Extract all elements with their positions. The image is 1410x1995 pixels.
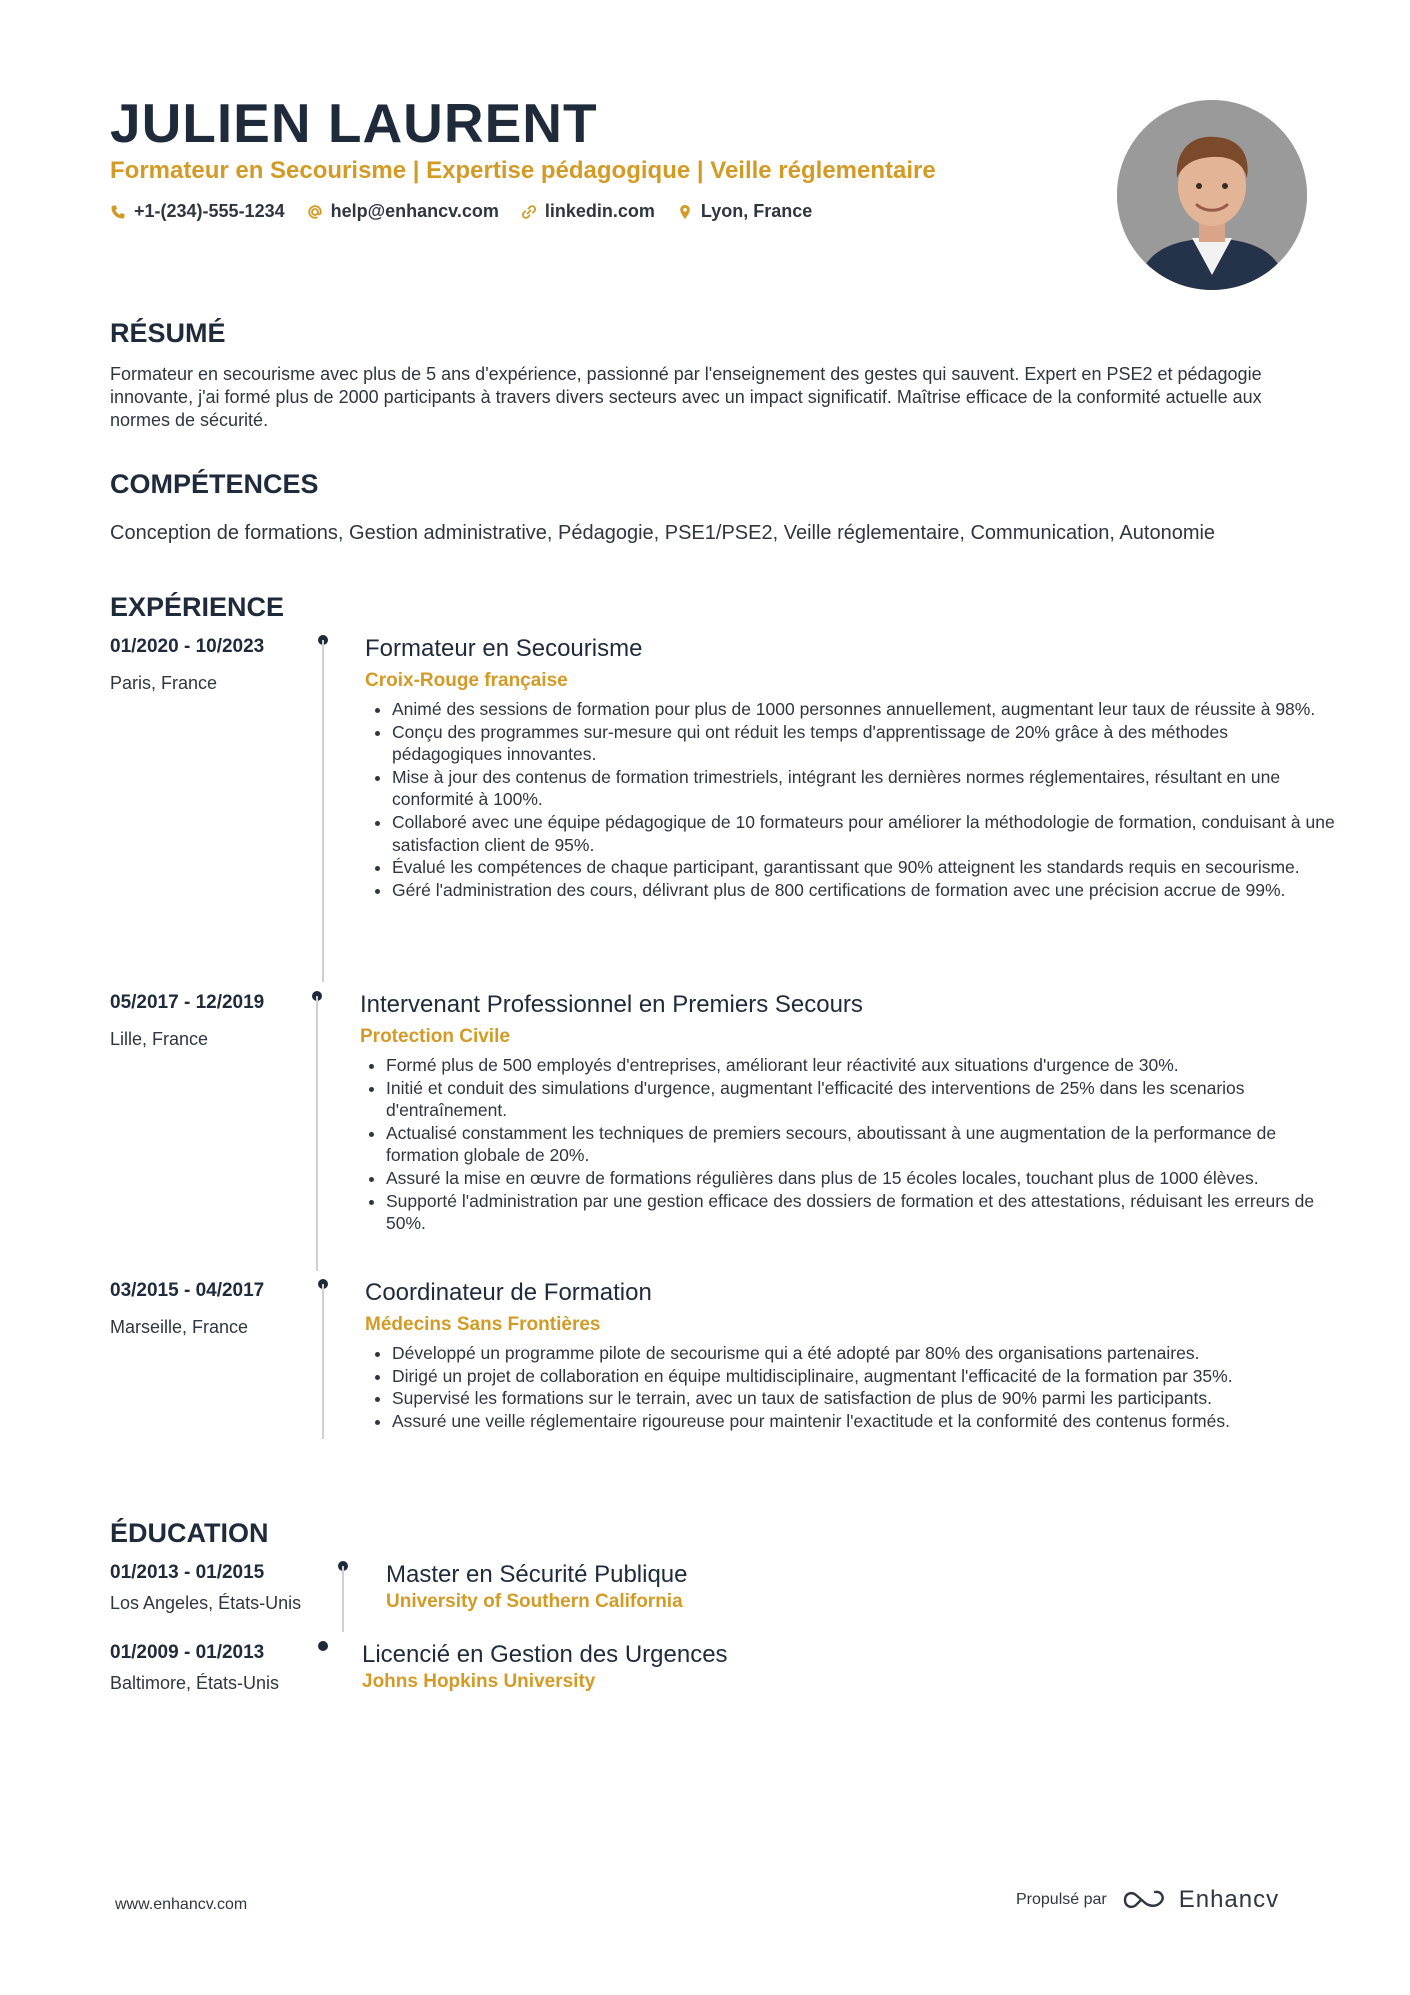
education-degree: Master en Sécurité Publique bbox=[386, 1561, 688, 1588]
contact-location-text: Lyon, France bbox=[700, 201, 813, 221]
skills-text: Conception de formations, Gestion administrative, Pédagogie, PSE1/PSE2, Veille réglementaire, Communication, Autonomie bbox=[110, 522, 1216, 544]
bullet-item: • Actualisé constamment les techniques de premiers secours, aboutissant à une augmentation de la performance de formation globale de 20%. bbox=[386, 1122, 1341, 1167]
timeline-line bbox=[322, 1284, 324, 1439]
brand-name: Enhancv bbox=[1178, 1886, 1280, 1913]
bullet-item: • Collaboré avec une équipe pédagogique de 10 formateurs pour améliorer la méthodologie de formation, conduisant à une satisfaction client de 95%. bbox=[392, 811, 1342, 856]
bullet-item: • Assuré la mise en œuvre de formations régulières dans plus de 15 écoles locales, touchant plus de 1000 élèves. bbox=[386, 1167, 1341, 1190]
contact-email-text: help@enhancv.com bbox=[330, 201, 499, 221]
timeline-line bbox=[322, 640, 324, 982]
experience-role: Formateur en Secourisme bbox=[365, 635, 643, 662]
bullet-item: • Initié et conduit des simulations d'urgence, augmentant l'efficacité des interventions de 25% dans les scenarios d'entraînement. bbox=[386, 1077, 1341, 1122]
education-location: Los Angeles, États-Unis bbox=[110, 1593, 302, 1613]
bullet-item: • Assuré une veille réglementaire rigoureuse pour maintenir l'exactitude et la conformité des contenus formés. bbox=[392, 1410, 1342, 1433]
timeline-line bbox=[316, 996, 318, 1271]
experience-location: Paris, France bbox=[110, 673, 218, 693]
education-dates: 01/2009 - 01/2013 bbox=[110, 1642, 265, 1663]
experience-role: Coordinateur de Formation bbox=[365, 1279, 652, 1306]
bullet-item: • Dirigé un projet de collaboration en équipe multidisciplinaire, augmentant l'efficacité de la formation par 35%. bbox=[392, 1365, 1342, 1388]
timeline-line bbox=[342, 1566, 344, 1632]
contact-linkedin-text: linkedin.com bbox=[544, 201, 655, 221]
enhancv-logo-icon bbox=[1121, 1888, 1167, 1912]
at-icon bbox=[307, 204, 323, 220]
education-degree: Licencié en Gestion des Urgences bbox=[362, 1641, 728, 1668]
footer-branding[interactable] bbox=[1016, 1886, 1279, 1914]
experience-company: Croix-Rouge française bbox=[365, 670, 568, 691]
headline: Formateur en Secourisme | Expertise pédagogique | Veille réglementaire bbox=[110, 157, 936, 184]
experience-company: Protection Civile bbox=[360, 1026, 510, 1047]
enhancv-logo bbox=[1121, 1886, 1279, 1914]
experience-dates: 01/2020 - 10/2023 bbox=[110, 636, 265, 657]
powered-by-text: Propulsé par bbox=[1016, 1891, 1107, 1908]
bullet-item: • Mise à jour des contenus de formation trimestriels, intégrant les dernières normes réglementaires, résultant en une conformité à 100%. bbox=[392, 766, 1342, 811]
contact-location bbox=[677, 201, 812, 222]
contact-phone-text: +1-(234)-555-1234 bbox=[134, 201, 285, 221]
timeline-dot bbox=[318, 1641, 328, 1651]
candidate-name: JULIEN LAURENT bbox=[110, 92, 598, 154]
education-school: University of Southern California bbox=[386, 1591, 683, 1612]
experience-bullets bbox=[366, 1342, 1342, 1432]
bullet-item: • Géré l'administration des cours, délivrant plus de 800 certifications de formation avec une précision accrue de 99%. bbox=[392, 879, 1342, 902]
education-school: Johns Hopkins University bbox=[362, 1671, 596, 1692]
bullet-item: • Supervisé les formations sur le terrain, avec un taux de satisfaction de plus de 90% parmi les participants. bbox=[392, 1387, 1342, 1410]
experience-location: Marseille, France bbox=[110, 1317, 249, 1337]
experience-section-title: EXPÉRIENCE bbox=[110, 592, 285, 622]
person-portrait-icon bbox=[1117, 100, 1307, 290]
summary-section-title: RÉSUMÉ bbox=[110, 318, 226, 348]
experience-dates: 05/2017 - 12/2019 bbox=[110, 992, 265, 1013]
experience-bullets bbox=[360, 1054, 1341, 1235]
bullet-item: • Développé un programme pilote de secourisme qui a été adopté par 80% des organisations partenaires. bbox=[392, 1342, 1342, 1365]
experience-location: Lille, France bbox=[110, 1029, 209, 1049]
experience-role: Intervenant Professionnel en Premiers Secours bbox=[360, 991, 863, 1018]
experience-bullets bbox=[366, 698, 1342, 901]
bullet-item: • Formé plus de 500 employés d'entreprises, améliorant leur réactivité aux situations d'urgence de 30%. bbox=[386, 1054, 1341, 1077]
footer-website-link[interactable]: www.enhancv.com bbox=[115, 1896, 248, 1913]
experience-company: Médecins Sans Frontières bbox=[365, 1314, 601, 1335]
profile-photo bbox=[1117, 100, 1307, 290]
summary-text: Formateur en secourisme avec plus de 5 ans d'expérience, passionné par l'enseignement des gestes qui sauvent. Expert en PSE2 et pédagogie innovante, j'ai formé plus de 2000 participants à travers divers secteurs avec un impact significatif. Maîtrise efficace de la conformité actuelle aux normes de sécurité. bbox=[110, 364, 1262, 430]
education-location: Baltimore, États-Unis bbox=[110, 1673, 280, 1693]
location-pin-icon bbox=[677, 204, 693, 220]
phone-icon bbox=[110, 204, 126, 220]
link-icon bbox=[521, 204, 537, 220]
contact-linkedin[interactable] bbox=[521, 201, 655, 222]
bullet-item: • Conçu des programmes sur-mesure qui ont réduit les temps d'apprentissage de 20% grâce à des méthodes pédagogiques innovantes. bbox=[392, 721, 1342, 766]
bullet-item: • Animé des sessions de formation pour plus de 1000 personnes annuellement, augmentant leur taux de réussite à 98%. bbox=[392, 698, 1342, 721]
contact-email[interactable] bbox=[307, 201, 499, 222]
bullet-item: • Supporté l'administration par une gestion efficace des dossiers de formation et des attestations, réduisant les erreurs de 50%. bbox=[386, 1190, 1341, 1235]
contact-bar bbox=[110, 201, 812, 222]
experience-dates: 03/2015 - 04/2017 bbox=[110, 1280, 265, 1301]
education-dates: 01/2013 - 01/2015 bbox=[110, 1562, 265, 1583]
education-section-title: ÉDUCATION bbox=[110, 1518, 269, 1548]
contact-phone[interactable] bbox=[110, 201, 285, 222]
bullet-item: • Évalué les compétences de chaque participant, garantissant que 90% atteignent les standards requis en secourisme. bbox=[392, 856, 1342, 879]
skills-section-title: COMPÉTENCES bbox=[110, 469, 319, 499]
